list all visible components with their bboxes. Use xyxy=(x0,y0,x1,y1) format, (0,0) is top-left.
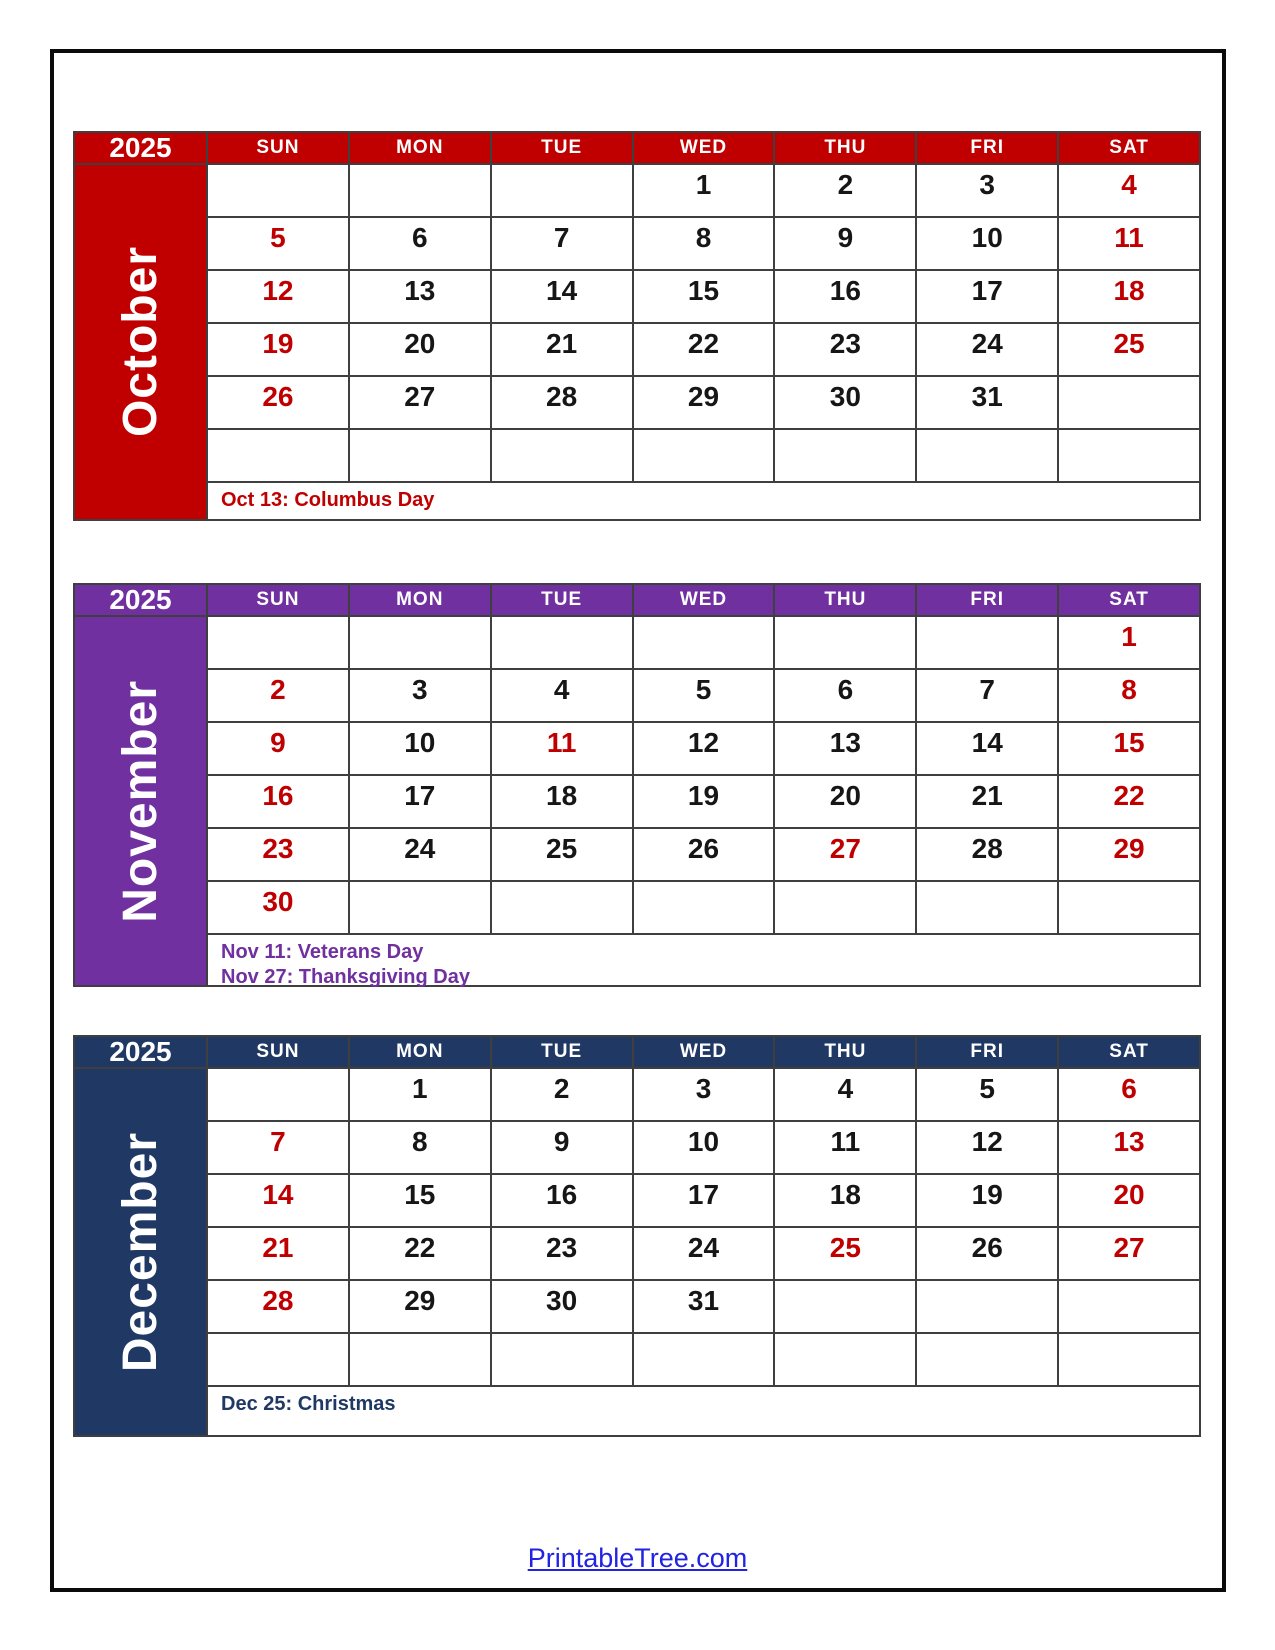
date-cell-october-29: 29 xyxy=(634,377,774,428)
month-sidebar-december xyxy=(75,1069,206,1435)
day-header-mon: MON xyxy=(350,1037,490,1067)
date-cell-december-16: 16 xyxy=(492,1175,632,1226)
date-cell-december-24: 24 xyxy=(634,1228,774,1279)
date-cell-empty xyxy=(208,617,348,668)
date-cell-october-7: 7 xyxy=(492,218,632,269)
holiday-notes-october xyxy=(208,483,1199,519)
date-cell-empty xyxy=(350,165,490,216)
date-cell-empty xyxy=(350,1334,490,1385)
day-header-sun: SUN xyxy=(208,133,348,163)
date-cell-october-23: 23 xyxy=(775,324,915,375)
day-header-mon: MON xyxy=(350,585,490,615)
date-cell-november-27: 27 xyxy=(775,829,915,880)
date-cell-empty xyxy=(917,430,1057,481)
date-cell-november-3: 3 xyxy=(350,670,490,721)
date-cell-december-30: 30 xyxy=(492,1281,632,1332)
date-cell-empty xyxy=(350,430,490,481)
date-cell-empty xyxy=(917,1334,1057,1385)
day-header-thu: THU xyxy=(775,1037,915,1067)
date-cell-october-18: 18 xyxy=(1059,271,1199,322)
day-header-sat: SAT xyxy=(1059,585,1199,615)
month-name: December xyxy=(114,1131,167,1373)
date-cell-october-20: 20 xyxy=(350,324,490,375)
calendar-october xyxy=(73,131,1201,521)
date-cell-empty xyxy=(350,617,490,668)
date-cell-empty xyxy=(775,617,915,668)
holiday-note: Nov 27: Thanksgiving Day xyxy=(221,966,470,988)
day-header-fri: FRI xyxy=(917,585,1057,615)
day-header-mon: MON xyxy=(350,133,490,163)
day-header-tue: TUE xyxy=(492,133,632,163)
holiday-notes-november xyxy=(208,935,1199,988)
date-cell-november-8: 8 xyxy=(1059,670,1199,721)
year-label: 2025 xyxy=(75,1037,206,1067)
date-cell-empty xyxy=(350,882,490,933)
date-cell-november-2: 2 xyxy=(208,670,348,721)
date-cell-november-24: 24 xyxy=(350,829,490,880)
day-header-tue: TUE xyxy=(492,585,632,615)
date-cell-empty xyxy=(208,1334,348,1385)
date-cell-october-17: 17 xyxy=(917,271,1057,322)
date-cell-empty xyxy=(1059,882,1199,933)
date-cell-november-11: 11 xyxy=(492,723,632,774)
date-cell-empty xyxy=(1059,430,1199,481)
date-cell-october-14: 14 xyxy=(492,271,632,322)
date-cell-december-22: 22 xyxy=(350,1228,490,1279)
date-cell-empty xyxy=(634,882,774,933)
day-header-thu: THU xyxy=(775,585,915,615)
date-cell-october-2: 2 xyxy=(775,165,915,216)
date-cell-december-15: 15 xyxy=(350,1175,490,1226)
date-cell-november-23: 23 xyxy=(208,829,348,880)
day-header-sat: SAT xyxy=(1059,1037,1199,1067)
date-cell-october-30: 30 xyxy=(775,377,915,428)
date-cell-december-3: 3 xyxy=(634,1069,774,1120)
date-cell-october-24: 24 xyxy=(917,324,1057,375)
footer-link[interactable]: PrintableTree.com xyxy=(527,1543,748,1573)
date-cell-october-15: 15 xyxy=(634,271,774,322)
date-cell-december-6: 6 xyxy=(1059,1069,1199,1120)
date-cell-december-29: 29 xyxy=(350,1281,490,1332)
date-cell-november-26: 26 xyxy=(634,829,774,880)
date-cell-december-10: 10 xyxy=(634,1122,774,1173)
year-label: 2025 xyxy=(75,133,206,163)
date-cell-empty xyxy=(917,617,1057,668)
date-cell-november-14: 14 xyxy=(917,723,1057,774)
day-header-thu: THU xyxy=(775,133,915,163)
date-cell-december-17: 17 xyxy=(634,1175,774,1226)
date-cell-empty xyxy=(917,1281,1057,1332)
month-sidebar-october xyxy=(75,165,206,519)
date-cell-december-1: 1 xyxy=(350,1069,490,1120)
date-cell-october-25: 25 xyxy=(1059,324,1199,375)
date-cell-november-4: 4 xyxy=(492,670,632,721)
date-cell-october-16: 16 xyxy=(775,271,915,322)
date-cell-empty xyxy=(634,430,774,481)
date-cell-empty xyxy=(1059,377,1199,428)
date-cell-november-12: 12 xyxy=(634,723,774,774)
date-cell-october-13: 13 xyxy=(350,271,490,322)
date-cell-october-11: 11 xyxy=(1059,218,1199,269)
date-cell-november-30: 30 xyxy=(208,882,348,933)
day-header-tue: TUE xyxy=(492,1037,632,1067)
date-cell-december-19: 19 xyxy=(917,1175,1057,1226)
month-sidebar-november xyxy=(75,617,206,985)
date-cell-december-7: 7 xyxy=(208,1122,348,1173)
day-header-sun: SUN xyxy=(208,1037,348,1067)
date-cell-october-22: 22 xyxy=(634,324,774,375)
day-header-wed: WED xyxy=(634,133,774,163)
date-cell-december-21: 21 xyxy=(208,1228,348,1279)
calendar-december xyxy=(73,1035,1201,1437)
date-cell-empty xyxy=(917,882,1057,933)
holiday-note: Nov 11: Veterans Day xyxy=(221,941,424,963)
date-cell-december-20: 20 xyxy=(1059,1175,1199,1226)
holiday-note: Oct 13: Columbus Day xyxy=(221,489,435,511)
date-cell-november-9: 9 xyxy=(208,723,348,774)
date-cell-october-3: 3 xyxy=(917,165,1057,216)
date-cell-november-13: 13 xyxy=(775,723,915,774)
date-cell-november-22: 22 xyxy=(1059,776,1199,827)
date-cell-october-8: 8 xyxy=(634,218,774,269)
date-cell-november-17: 17 xyxy=(350,776,490,827)
date-cell-october-1: 1 xyxy=(634,165,774,216)
date-cell-october-27: 27 xyxy=(350,377,490,428)
day-header-fri: FRI xyxy=(917,1037,1057,1067)
date-cell-november-25: 25 xyxy=(492,829,632,880)
date-cell-november-18: 18 xyxy=(492,776,632,827)
month-name: October xyxy=(114,246,167,438)
date-cell-december-13: 13 xyxy=(1059,1122,1199,1173)
day-header-wed: WED xyxy=(634,1037,774,1067)
day-header-sun: SUN xyxy=(208,585,348,615)
date-cell-november-29: 29 xyxy=(1059,829,1199,880)
date-cell-empty xyxy=(208,1069,348,1120)
date-cell-empty xyxy=(775,1334,915,1385)
month-name: November xyxy=(114,679,167,923)
date-cell-december-28: 28 xyxy=(208,1281,348,1332)
date-cell-november-7: 7 xyxy=(917,670,1057,721)
footer xyxy=(0,1543,1275,1574)
date-cell-october-21: 21 xyxy=(492,324,632,375)
day-header-wed: WED xyxy=(634,585,774,615)
date-cell-empty xyxy=(492,430,632,481)
date-cell-november-19: 19 xyxy=(634,776,774,827)
date-cell-empty xyxy=(775,430,915,481)
date-cell-november-28: 28 xyxy=(917,829,1057,880)
date-cell-october-5: 5 xyxy=(208,218,348,269)
date-cell-december-18: 18 xyxy=(775,1175,915,1226)
date-cell-december-14: 14 xyxy=(208,1175,348,1226)
date-cell-november-16: 16 xyxy=(208,776,348,827)
date-cell-december-26: 26 xyxy=(917,1228,1057,1279)
date-cell-november-20: 20 xyxy=(775,776,915,827)
date-cell-october-4: 4 xyxy=(1059,165,1199,216)
date-cell-december-2: 2 xyxy=(492,1069,632,1120)
date-cell-empty xyxy=(775,882,915,933)
date-cell-december-31: 31 xyxy=(634,1281,774,1332)
date-cell-empty xyxy=(492,1334,632,1385)
date-cell-december-23: 23 xyxy=(492,1228,632,1279)
holiday-note: Dec 25: Christmas xyxy=(221,1393,396,1415)
date-cell-october-6: 6 xyxy=(350,218,490,269)
date-cell-empty xyxy=(492,882,632,933)
date-cell-empty xyxy=(1059,1281,1199,1332)
date-cell-december-12: 12 xyxy=(917,1122,1057,1173)
date-cell-october-31: 31 xyxy=(917,377,1057,428)
date-cell-december-4: 4 xyxy=(775,1069,915,1120)
day-header-fri: FRI xyxy=(917,133,1057,163)
date-cell-december-9: 9 xyxy=(492,1122,632,1173)
date-cell-empty xyxy=(492,165,632,216)
date-cell-october-10: 10 xyxy=(917,218,1057,269)
date-cell-empty xyxy=(775,1281,915,1332)
date-cell-empty xyxy=(492,617,632,668)
day-header-sat: SAT xyxy=(1059,133,1199,163)
holiday-notes-december xyxy=(208,1387,1199,1435)
date-cell-october-12: 12 xyxy=(208,271,348,322)
date-cell-november-5: 5 xyxy=(634,670,774,721)
date-cell-empty xyxy=(208,430,348,481)
date-cell-november-21: 21 xyxy=(917,776,1057,827)
date-cell-november-6: 6 xyxy=(775,670,915,721)
date-cell-december-27: 27 xyxy=(1059,1228,1199,1279)
date-cell-empty xyxy=(208,165,348,216)
date-cell-october-28: 28 xyxy=(492,377,632,428)
date-cell-empty xyxy=(634,617,774,668)
date-cell-december-8: 8 xyxy=(350,1122,490,1173)
date-cell-december-25: 25 xyxy=(775,1228,915,1279)
date-cell-october-9: 9 xyxy=(775,218,915,269)
year-label: 2025 xyxy=(75,585,206,615)
calendar-november xyxy=(73,583,1201,987)
date-cell-november-10: 10 xyxy=(350,723,490,774)
date-cell-empty xyxy=(1059,1334,1199,1385)
date-cell-october-26: 26 xyxy=(208,377,348,428)
date-cell-october-19: 19 xyxy=(208,324,348,375)
date-cell-november-1: 1 xyxy=(1059,617,1199,668)
date-cell-december-5: 5 xyxy=(917,1069,1057,1120)
date-cell-december-11: 11 xyxy=(775,1122,915,1173)
date-cell-november-15: 15 xyxy=(1059,723,1199,774)
date-cell-empty xyxy=(634,1334,774,1385)
